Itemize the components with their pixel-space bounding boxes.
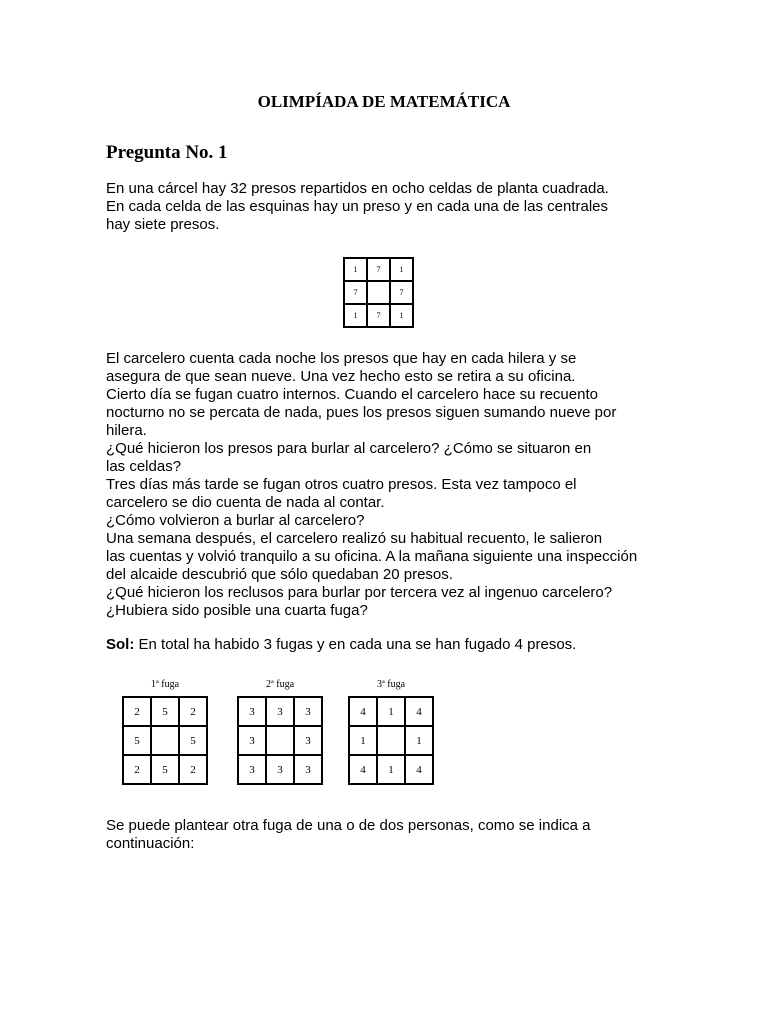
grid-cell: 3 bbox=[266, 755, 294, 784]
intro-line: hay siete presos. bbox=[106, 216, 220, 233]
grid-cell bbox=[367, 281, 390, 304]
grid-cell: 7 bbox=[344, 281, 367, 304]
fuga-caption: 3ª fuga bbox=[376, 679, 406, 690]
fuga-3-grid bbox=[348, 696, 434, 785]
grid-cell: 1 bbox=[349, 726, 377, 755]
fuga-3-figure bbox=[348, 679, 434, 783]
grid-cell bbox=[266, 726, 294, 755]
question-heading: Pregunta No. 1 bbox=[106, 142, 228, 163]
fuga-caption: 2ª fuga bbox=[265, 679, 295, 690]
story-line: ¿Cómo volvieron a burlar al carcelero? bbox=[106, 512, 365, 529]
grid-cell: 1 bbox=[344, 258, 367, 281]
grid-cell: 7 bbox=[367, 304, 390, 327]
intro-line: En una cárcel hay 32 presos repartidos en ocho celdas de planta cuadrada. bbox=[106, 180, 609, 197]
closing-line: Se puede plantear otra fuga de una o de dos personas, como se indica a bbox=[106, 817, 591, 834]
intro-line: En cada celda de las esquinas hay un preso y en cada una de las centrales bbox=[106, 198, 609, 215]
grid-cell: 3 bbox=[294, 726, 322, 755]
story-line: carcelero se dio cuenta de nada al contar. bbox=[106, 494, 385, 511]
story-line: las cuentas y volvió tranquilo a su oficina. A la mañana siguiente una inspección bbox=[106, 548, 638, 565]
solution-text: En total ha habido 3 fugas y en cada una se han fugado 4 presos. bbox=[134, 636, 577, 653]
fuga-2-grid bbox=[237, 696, 323, 785]
grid-cell bbox=[377, 726, 405, 755]
initial-cell-grid bbox=[343, 257, 414, 328]
grid-cell: 2 bbox=[179, 755, 207, 784]
grid-cell: 2 bbox=[123, 755, 151, 784]
grid-cell: 3 bbox=[238, 697, 266, 726]
grid-cell: 3 bbox=[238, 755, 266, 784]
grid-cell: 4 bbox=[405, 697, 433, 726]
story-line: nocturno no se percata de nada, pues los presos siguen sumando nueve por bbox=[106, 404, 617, 421]
solution-line bbox=[106, 636, 666, 654]
closing-paragraph bbox=[106, 817, 666, 853]
story-line: del alcaide descubrió que sólo quedaban 20 presos. bbox=[106, 566, 453, 583]
grid-cell: 4 bbox=[349, 697, 377, 726]
grid-cell: 3 bbox=[266, 697, 294, 726]
fuga-1-figure bbox=[122, 679, 208, 783]
grid-cell: 1 bbox=[377, 755, 405, 784]
grid-cell: 1 bbox=[405, 726, 433, 755]
grid-cell: 4 bbox=[349, 755, 377, 784]
story-line: El carcelero cuenta cada noche los presos que hay en cada hilera y se bbox=[106, 350, 577, 367]
grid-cell: 5 bbox=[151, 697, 179, 726]
story-line: ¿Qué hicieron los reclusos para burlar por tercera vez al ingenuo carcelero? bbox=[106, 584, 613, 601]
story-line: ¿Hubiera sido posible una cuarta fuga? bbox=[106, 602, 368, 619]
grid-cell: 3 bbox=[238, 726, 266, 755]
fuga-1-grid bbox=[122, 696, 208, 785]
grid-cell: 5 bbox=[123, 726, 151, 755]
grid-cell: 1 bbox=[390, 304, 413, 327]
grid-cell: 7 bbox=[367, 258, 390, 281]
grid-cell: 1 bbox=[390, 258, 413, 281]
grid-cell: 3 bbox=[294, 697, 322, 726]
fuga-2-figure bbox=[237, 679, 323, 783]
grid-cell: 7 bbox=[390, 281, 413, 304]
document-title: OLIMPÍADA DE MATEMÁTICA bbox=[257, 92, 511, 111]
story-line: Tres días más tarde se fugan otros cuatro presos. Esta vez tampoco el bbox=[106, 476, 577, 493]
grid-cell bbox=[151, 726, 179, 755]
story-paragraph bbox=[106, 350, 666, 620]
grid-cell: 3 bbox=[294, 755, 322, 784]
story-line: Una semana después, el carcelero realizó su habitual recuento, le salieron bbox=[106, 530, 603, 547]
grid-cell: 4 bbox=[405, 755, 433, 784]
story-line: asegura de que sean nueve. Una vez hecho esto se retira a su oficina. bbox=[106, 368, 576, 385]
grid-cell: 1 bbox=[344, 304, 367, 327]
grid-cell: 5 bbox=[151, 755, 179, 784]
solution-label: Sol: bbox=[106, 636, 135, 653]
story-line: hilera. bbox=[106, 422, 147, 439]
grid-cell: 2 bbox=[179, 697, 207, 726]
fuga-caption: 1ª fuga bbox=[150, 679, 180, 690]
story-line: ¿Qué hicieron los presos para burlar al carcelero? ¿Cómo se situaron en bbox=[106, 440, 592, 457]
grid-cell: 1 bbox=[377, 697, 405, 726]
grid-cell: 2 bbox=[123, 697, 151, 726]
intro-paragraph bbox=[106, 180, 666, 234]
closing-line: continuación: bbox=[106, 835, 195, 852]
story-line: Cierto día se fugan cuatro internos. Cuando el carcelero hace su recuento bbox=[106, 386, 598, 403]
grid-cell: 5 bbox=[179, 726, 207, 755]
story-line: las celdas? bbox=[106, 458, 182, 475]
